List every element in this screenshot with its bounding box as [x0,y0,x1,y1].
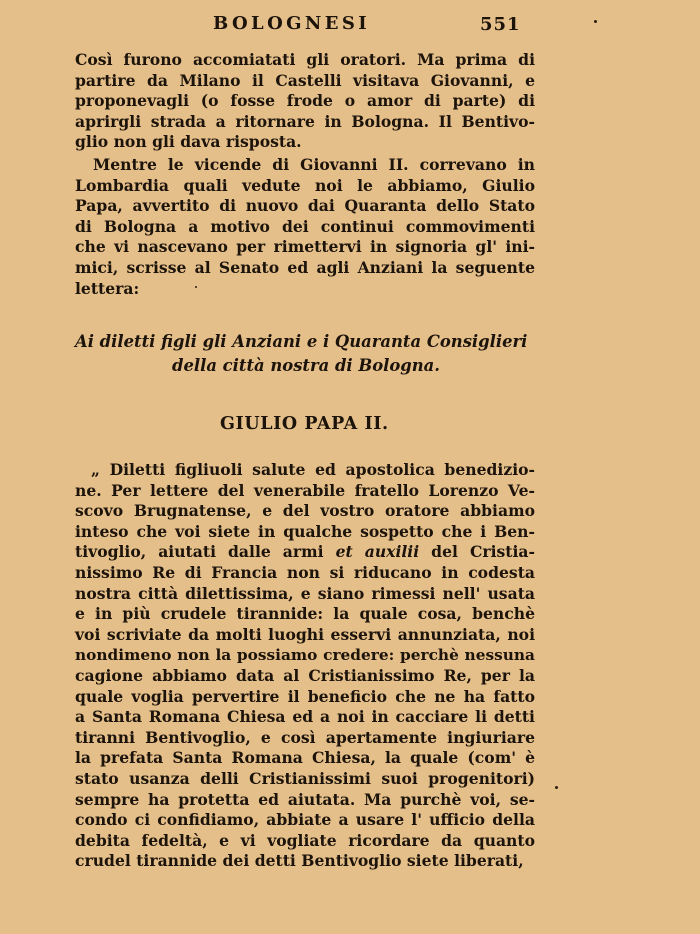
address-line-1: Ai diletti figli gli Anziani e i Quaranta Consiglieri [75,332,528,351]
ink-speck [594,20,597,23]
text-line: che vi nascevano per rimettervi in signoria gl' ini- [75,237,535,257]
text-line: cagione abbiamo data al Cristianissimo Re, per la [75,665,535,685]
text-line: di Bologna a motivo dei continui commovimenti [75,216,535,236]
pope-heading: GIULIO PAPA II. [220,414,389,434]
text-line: Mentre le vicende di Giovanni II. correvano in [93,155,535,174]
text-line: „ Diletti figliuoli salute ed apostolica benedizio- [91,460,535,479]
text-line: debita fedeltà, e vi vogliate ricordare da quanto [75,830,535,850]
text-line: nostra città dilettissima, e siano rimessi nell' usata [75,583,535,603]
running-title: BOLOGNESI [213,13,371,34]
text-line: nissimo Re di Francia non si riducano in codesta [75,562,535,582]
text-line: e in più crudele tirannide: la quale cosa, benchè [75,604,535,624]
text-line: Così furono accomiatati gli oratori. Ma prima di [75,50,535,69]
text-line: tiranni Bentivoglio, e così apertamente ingiuriare [75,727,535,747]
page-header [0,13,700,39]
paragraph-2 [75,155,535,299]
letter-text [75,460,535,872]
address-line-2: della città nostra di Bologna. [172,356,440,375]
text-line: ne. Per lettere del venerabile fratello Lorenzo Ve- [75,480,535,500]
text-line: nondimeno non la possiamo credere: perchè nessuna [75,646,535,665]
text-line: glio non gli dava risposta. [75,132,302,152]
text-line: sempre ha protetta ed aiutata. Ma purchè voi, se- [75,789,535,809]
text-line: inteso che voi siete in qualche sospetto che i Ben- [75,521,535,541]
text-line: lettera: [75,278,140,298]
text-line: condo ci confidiamo, abbiate a usare l' ufficio della [75,810,535,830]
latin-phrase: et auxilii [335,542,420,562]
text-line: Papa, avvertito di nuovo dai Quaranta dello Stato [75,196,535,216]
text-line: partire da Milano il Castelli visitava Giovanni, e [75,70,535,90]
text-line: Lombardia quali vedute noi le abbiamo, Giulio [75,175,535,195]
text-line: mici, scrisse al Senato ed agli Anziani la seguente [75,257,535,277]
ink-speck [195,286,197,288]
text-line: scovo Brugnatense, e del vostro oratore abbiamo [75,501,535,521]
text-line: stato usanza delli Cristianissimi suoi progenitori) [75,768,535,788]
text-line: la prefata Santa Romana Chiesa, la quale (com' è [75,748,535,768]
text-line: proponevagli (o fosse frode o amor di parte) di [75,91,535,111]
page-number: 551 [480,14,521,35]
ink-speck [555,786,558,789]
paragraph-1 [75,50,535,153]
text-line: voi scriviate da molti luoghi esservi annunziata, noi [75,624,535,644]
text-line: a Santa Romana Chiesa ed a noi in cacciare li detti [75,707,535,727]
text-line: aprirgli strada a ritornare in Bologna. Il Bentivo- [75,111,535,131]
letter-address [75,330,535,378]
text-line: quale voglia pervertire il beneficio che ne ha fatto [75,686,535,706]
text-line: tivoglio, aiutati dalle armi et auxilii del Cristia- [75,542,535,562]
text-line: crudel tirannide dei detti Bentivoglio siete liberati, [75,851,524,871]
